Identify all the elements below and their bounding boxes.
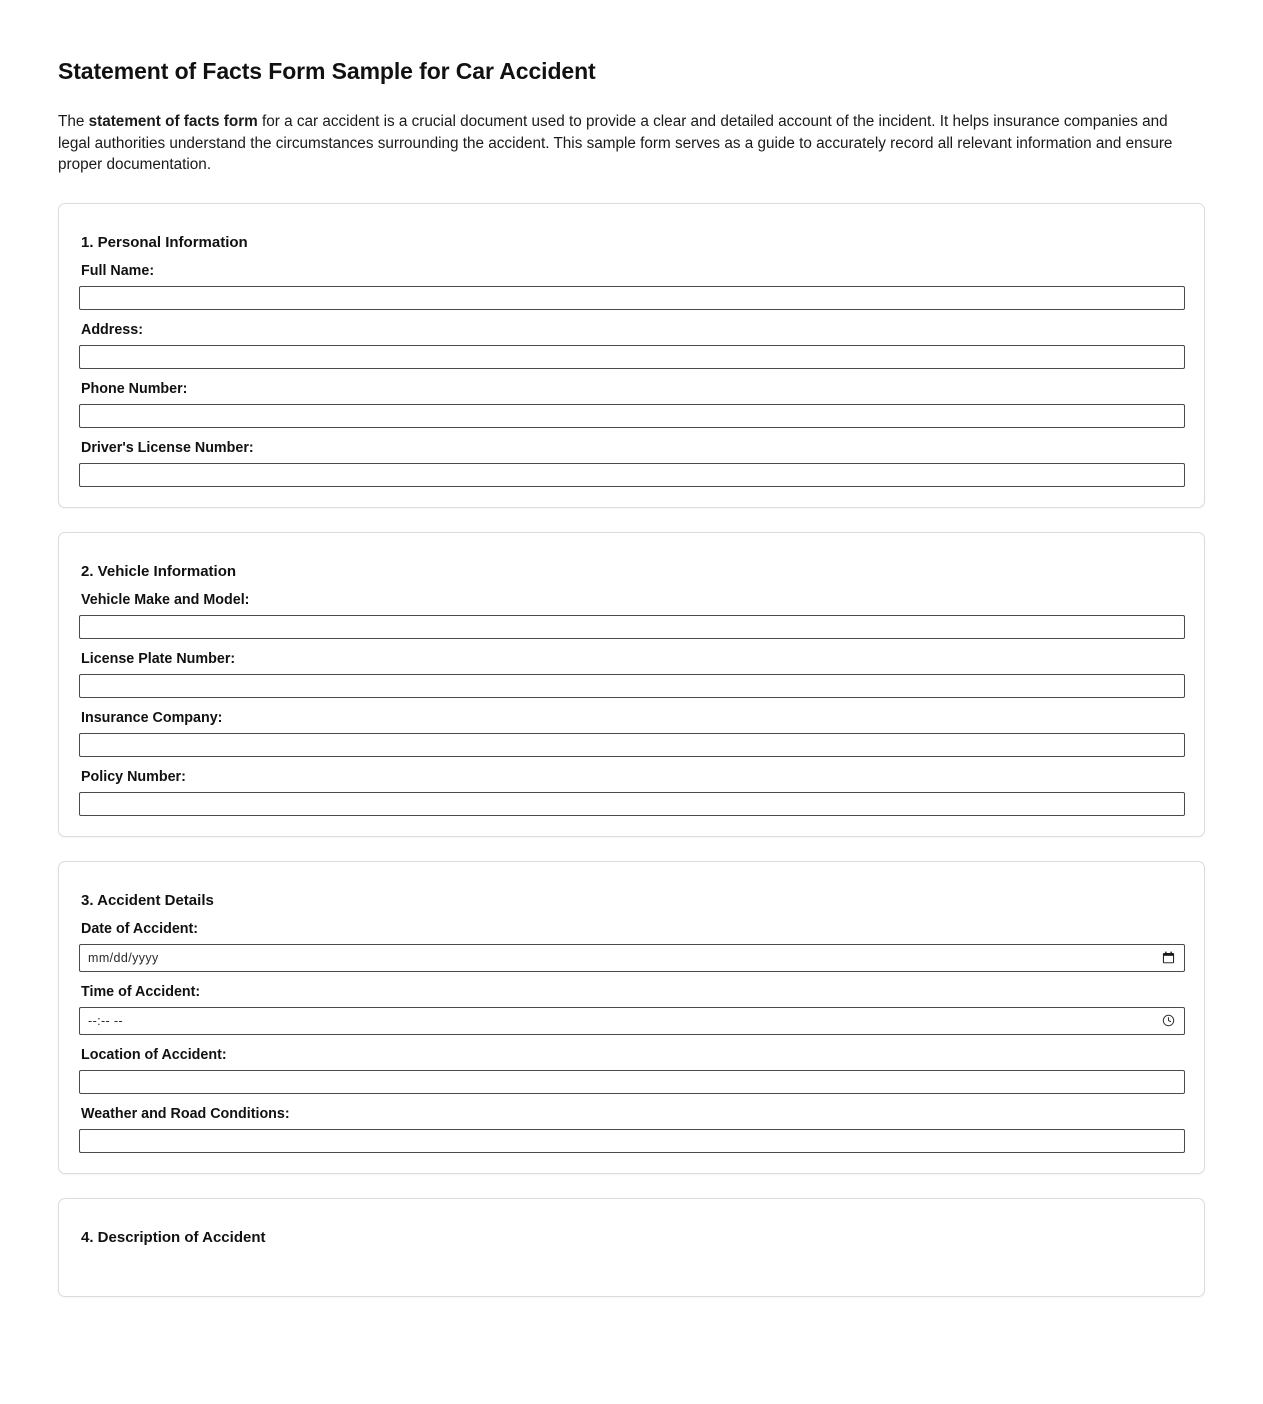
label-vehicle-make-and-model: Vehicle Make and Model: [81,591,250,608]
field-phone-number [79,381,1184,428]
input-insurance-company[interactable] [79,733,1185,757]
section-card-accident-details [58,861,1205,1174]
label-date-of-accident: Date of Accident: [81,920,199,937]
input-weather-and-road-conditions[interactable] [79,1129,1185,1153]
field-license-plate-number [79,651,1184,698]
section-heading-accident-details: 3. Accident Details [81,891,214,909]
field-date-of-accident [79,921,1184,972]
intro-paragraph [58,85,1190,176]
input-drivers-license-number[interactable] [79,463,1185,487]
input-location-of-accident[interactable] [79,1070,1185,1094]
label-phone-number: Phone Number: [81,380,188,397]
label-insurance-company: Insurance Company: [81,709,223,726]
label-license-plate-number: License Plate Number: [81,650,236,667]
form-sections [58,176,1205,1297]
field-address [79,322,1184,369]
label-location-of-accident: Location of Accident: [81,1046,227,1063]
section-heading-personal-information: 1. Personal Information [81,233,248,251]
input-license-plate-number[interactable] [79,674,1185,698]
input-date-of-accident[interactable] [79,944,1185,972]
section-heading-vehicle-information: 2. Vehicle Information [81,562,237,580]
label-full-name: Full Name: [81,262,155,279]
label-weather-and-road-conditions: Weather and Road Conditions: [81,1105,290,1122]
calendar-icon[interactable] [1161,951,1175,965]
field-insurance-company [79,710,1184,757]
input-address[interactable] [79,345,1185,369]
field-location-of-accident [79,1047,1184,1094]
intro-bold-phrase: statement of facts form [88,113,258,130]
clock-icon[interactable] [1161,1014,1175,1028]
label-drivers-license-number: Driver's License Number: [81,439,254,456]
section-heading-description-of-accident: 4. Description of Accident [81,1228,266,1246]
input-full-name[interactable] [79,286,1185,310]
label-time-of-accident: Time of Accident: [81,983,201,1000]
field-vehicle-make-and-model [79,592,1184,639]
field-drivers-license-number [79,440,1184,487]
section-card-personal-information [58,203,1205,508]
label-policy-number: Policy Number: [81,768,186,785]
intro-text-before-bold: The [58,113,89,130]
field-weather-and-road-conditions [79,1106,1184,1153]
label-address: Address: [81,321,143,338]
input-vehicle-make-and-model[interactable] [79,615,1185,639]
date-placeholder-text: mm/dd/yyyy [88,950,159,965]
time-placeholder-text: --:-- -- [88,1013,124,1028]
input-phone-number[interactable] [79,404,1185,428]
intro-text-after-bold: for a car accident is a crucial document used to provide a clear and detailed account of the incident. It helps insurance companies and legal authorities understand the circumstances surrounding the accident. This sample form serves as a guide to accurately record all relevant information and ensure proper documentation. [58,113,1173,173]
field-policy-number [79,769,1184,816]
section-card-vehicle-information [58,532,1205,837]
field-time-of-accident [79,984,1184,1035]
page-title: Statement of Facts Form Sample for Car Accident [58,58,596,84]
input-policy-number[interactable] [79,792,1185,816]
section-card-description-of-accident [58,1198,1205,1297]
input-time-of-accident[interactable] [79,1007,1185,1035]
field-full-name [79,263,1184,310]
